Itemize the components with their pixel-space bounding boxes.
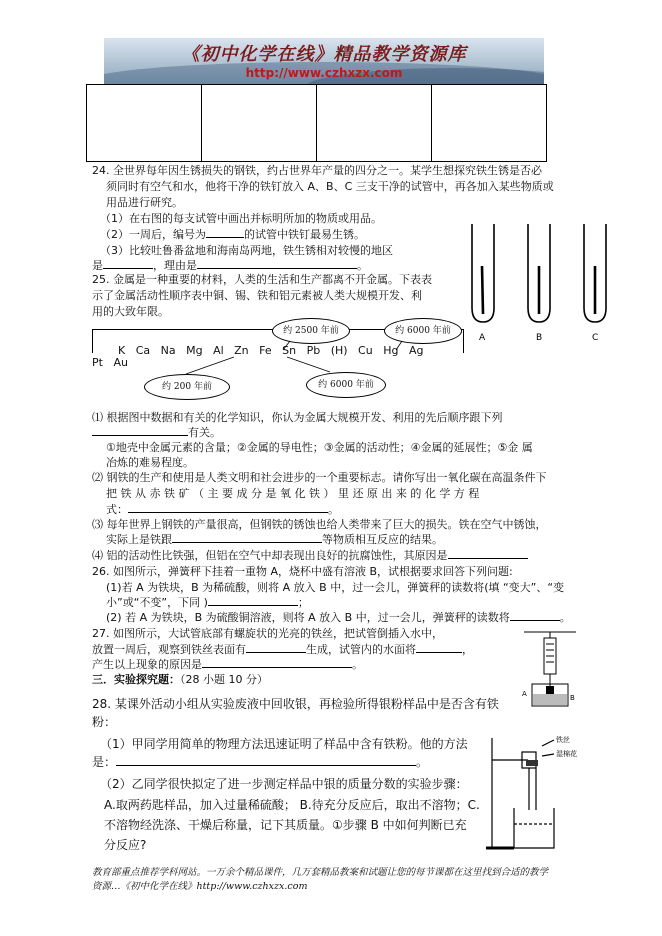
q28-line-2: 粉： — [92, 715, 117, 729]
table-cell — [87, 85, 202, 162]
table-cell — [432, 85, 547, 162]
page-footer — [92, 866, 562, 895]
answer-blank[interactable] — [448, 558, 528, 559]
q25-p1-line-4: 冶炼的难易程度。 — [106, 456, 194, 469]
answer-blank[interactable] — [103, 268, 153, 269]
label-iron-wire: 铁丝 — [556, 736, 570, 744]
footer-line-1: 教育部重点推荐学科网站。一万余个精品课件，几万套精品教案和试题让您的每节课都在这里找到合适的教学 — [92, 867, 549, 878]
q24-line-3: 用品进行研究。 — [106, 196, 183, 209]
q28-step-a: A.取两药匙样品，加入过量稀硫酸； B.待充分反应后，取出不溶物；C. — [104, 798, 480, 812]
spring-balance-figure — [520, 630, 580, 710]
q25-p1-line-3: ①地壳中金属元素的含量；②金属的导电性；③金属的活动性；④金属的延展性；⑤金 属 — [106, 441, 533, 454]
q25-p2-line-1: ⑵ 钢铁的生产和使用是人类文明和社会进步的一个重要标志。请你写出一氧化碳在高温条件下 — [92, 471, 547, 484]
q25-p1-line-2: 有关。 — [92, 425, 468, 441]
answer-blank[interactable] — [246, 652, 306, 653]
q26-line-1: 26. 如图所示，弹簧秤下挂着一重物 A，烧杯中盛有溶液 B，试根据要求回答下列问题: — [92, 565, 513, 578]
q24-sub-3b: 是 ，理由是 。 — [92, 259, 368, 272]
q24-line-1: 24. 全世界每年因生锈损失的钢铁，约占世界年产量的四分之一。某学生想探究铁生锈是否必 — [92, 164, 542, 177]
label-a: A — [522, 690, 527, 698]
q28-step-c: 不溶物经洗涤、干燥后称量，记下其质量。①步骤 B 中如何判断已充 — [104, 818, 467, 832]
q28-sub-1b: 是： 。 — [92, 755, 429, 769]
answer-blank[interactable] — [116, 765, 416, 766]
answer-blank[interactable] — [172, 542, 322, 543]
bubble-cu: 约 6000 年前 — [384, 318, 462, 344]
iron-stand-figure — [484, 730, 594, 855]
q25-line-3: 用的大致年限。 — [92, 305, 169, 318]
banner-title: 《初中化学在线》精品教学资源库 — [181, 44, 467, 65]
answer-blank[interactable] — [416, 652, 462, 653]
q27-line-1: 27. 如图所示，大试管底部有螺旋状的光亮的铁丝，把试管倒插入水中， — [92, 627, 443, 640]
tube-label-c: C — [592, 333, 599, 343]
bubble-fe: 约 6000 年前 — [306, 372, 386, 398]
q27-line-3: 产生以上现象的原因是 。 — [92, 658, 363, 671]
header-banner — [104, 38, 544, 84]
tube-label-a: A — [479, 333, 486, 343]
q25-p4-line-1: ⑷ 铝的活动性比铁强，但铝在空气中却表现出良好的抗腐蚀性，其原因是 — [92, 548, 572, 564]
label-b: B — [570, 694, 575, 702]
q28-step-question: 分反应? — [104, 838, 147, 852]
q26-line-3: 小”或“不变”，下同 ) ； — [106, 596, 309, 609]
q26-line-2: (1)若 A 为铁块，B 为稀硫酸，则将 A 放入 B 中，过一会儿，弹簧秤的读数将(填 “变大”、“变 — [106, 581, 565, 594]
q27-line-2: 放置一周后，观察到铁丝表面有 生成，试管内的水面将 ， — [92, 643, 473, 656]
answer-blank[interactable] — [92, 435, 188, 436]
section-3-heading: 三．实验探究题：（28 小题 10 分） — [92, 673, 268, 686]
answer-blank[interactable] — [206, 237, 244, 238]
answer-blank[interactable] — [128, 512, 328, 513]
footer-line-2[interactable]: 资源…《初中化学在线》http://www.czhxzx.com — [92, 881, 308, 893]
q28-sub-1a: （1）甲同学用简单的物理方法迅速证明了样品中含有铁粉。他的方法 — [100, 737, 468, 751]
q25-p2-line-2: 把 铁 从 赤 铁 矿 （ 主 要 成 分 是 氧 化 铁 ） 里 还 原 出 来 的 化 学 方 程 — [106, 487, 480, 500]
q25-p2-line-3: 式： 。 — [106, 503, 339, 516]
q24-sub-2: （2）一周后，编号为 的试管中铁钉最易生锈。 — [100, 228, 365, 241]
table-cell — [317, 85, 432, 162]
answer-blank[interactable] — [208, 605, 298, 606]
bubble-al: 约 200 年前 — [144, 374, 230, 400]
answer-blank[interactable] — [510, 620, 560, 621]
q25-p3-line-2: 实际上是铁跟 等物质相互反应的结果。 — [106, 533, 443, 546]
q25-line-2: 示了金属活动性顺序表中铜、锡、铁和铝元素被人类大规模开发、利 — [92, 289, 422, 302]
activity-series-tail: Pt Au — [92, 356, 128, 369]
answer-blank[interactable] — [202, 667, 352, 668]
table-cell — [202, 85, 317, 162]
q25-p1-line-1: ⑴ 根据图中数据和有关的化学知识，你认为金属大规模开发、利用的先后顺序跟下列 — [92, 411, 503, 424]
iron-nail — [482, 266, 483, 314]
q24-sub-3: （3）比较吐鲁番盆地和海南岛两地，铁生锈相对较慢的地区 — [100, 244, 393, 257]
banner-url[interactable]: http://www.czhxzx.com — [245, 66, 403, 80]
answer-table — [86, 84, 547, 162]
q28-sub-2: （2）乙同学很快拟定了进一步测定样品中银的质量分数的实验步骤： — [100, 777, 468, 791]
tube-label-b: B — [536, 333, 543, 343]
q24-sub-1: （1）在右图的每支试管中画出并标明所加的物质或用品。 — [100, 212, 382, 225]
q24-line-2: 须同时有空气和水，他将干净的铁钉放入 A、B、C 三支干净的试管中，再各加入某些物质或 — [106, 180, 554, 193]
q28-line-1: 28. 某课外活动小组从实验废液中回收银，再检验所得银粉样品中是否含有铁 — [92, 697, 499, 711]
test-tubes-figure — [462, 220, 622, 350]
q26-line-4: (2) 若 A 为铁块，B 为硫酸铜溶液，则将 A 放入 B 中，过一会儿，弹簧秤的读数将 。 — [106, 611, 571, 624]
activity-series: K Ca Na Mg Al Zn Fe Sn Pb (H) Cu Hg Ag — [118, 344, 424, 357]
bubble-sn: 约 2500 年前 — [272, 318, 350, 344]
q25-p3-line-1: ⑶ 每年世界上钢铁的产量很高，但钢铁的锈蚀也给人类带来了巨大的损失。铁在空气中锈蚀， — [92, 518, 547, 531]
label-wet-cotton: 湿棉花 — [556, 750, 577, 758]
q25-line-1: 25. 金属是一种重要的材料，人类的生活和生产都离不开金属。下表表 — [92, 273, 432, 286]
answer-blank[interactable] — [197, 268, 357, 269]
